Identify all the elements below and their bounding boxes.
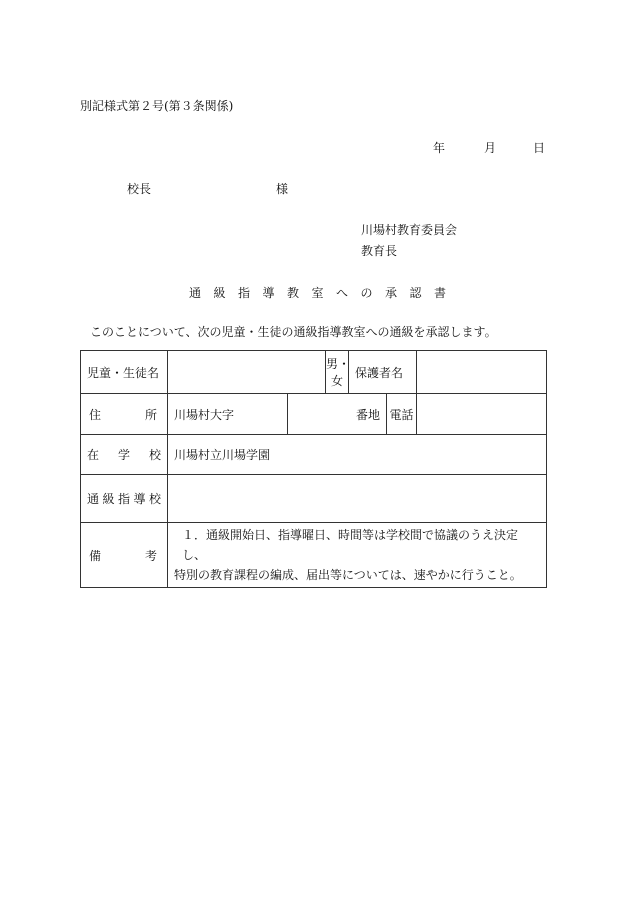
address-field[interactable]: 川場村大字 [168, 394, 288, 435]
date-day: 日 [533, 141, 546, 155]
issuer-organization: 川場村教育委員会 [361, 223, 458, 237]
remarks-label: 備 考 [81, 523, 168, 588]
table-row [81, 475, 547, 523]
guardian-name-label: 保護者名 [349, 351, 417, 394]
approval-form-table [80, 350, 547, 588]
form-number: 別記様式第２号(第３条関係) [80, 99, 234, 113]
guidance-school-label: 通級指導校 [81, 475, 168, 523]
addressee-title: 校長 [127, 182, 152, 196]
addressee-honorific: 様 [276, 182, 289, 196]
table-row [81, 523, 547, 588]
table-row [81, 394, 547, 435]
school-label: 在 学 校 [81, 435, 168, 475]
issuer-title: 教育長 [361, 244, 398, 258]
guidance-school-field[interactable] [168, 475, 547, 523]
date-year: 年 [433, 141, 446, 155]
remarks-line-2: 特別の教育課程の編成、届出等については、速やかに行うこと。 [174, 568, 522, 582]
date-month: 月 [484, 141, 497, 155]
table-row [81, 435, 547, 475]
school-field[interactable]: 川場村立川場学園 [168, 435, 547, 475]
remarks-line-1: １．通級開始日、指導曜日、時間等は学校間で協議のうえ決定し、 [182, 528, 519, 562]
student-name-label: 児童・生徒名 [81, 351, 168, 394]
document-title: 通級指導教室への承認書 [189, 286, 459, 300]
table-row [81, 351, 547, 394]
student-name-field[interactable] [168, 351, 326, 394]
intro-text: このことについて、次の児童・生徒の通級指導教室への通級を承認します。 [90, 325, 497, 339]
gender-label[interactable]: 男・女 [326, 351, 349, 394]
address-label: 住 所 [81, 394, 168, 435]
phone-label: 電話 [387, 394, 417, 435]
remarks-field [168, 523, 547, 588]
address-suffix: 番地 [288, 394, 387, 435]
guardian-name-field[interactable] [417, 351, 547, 394]
phone-field[interactable] [417, 394, 547, 435]
